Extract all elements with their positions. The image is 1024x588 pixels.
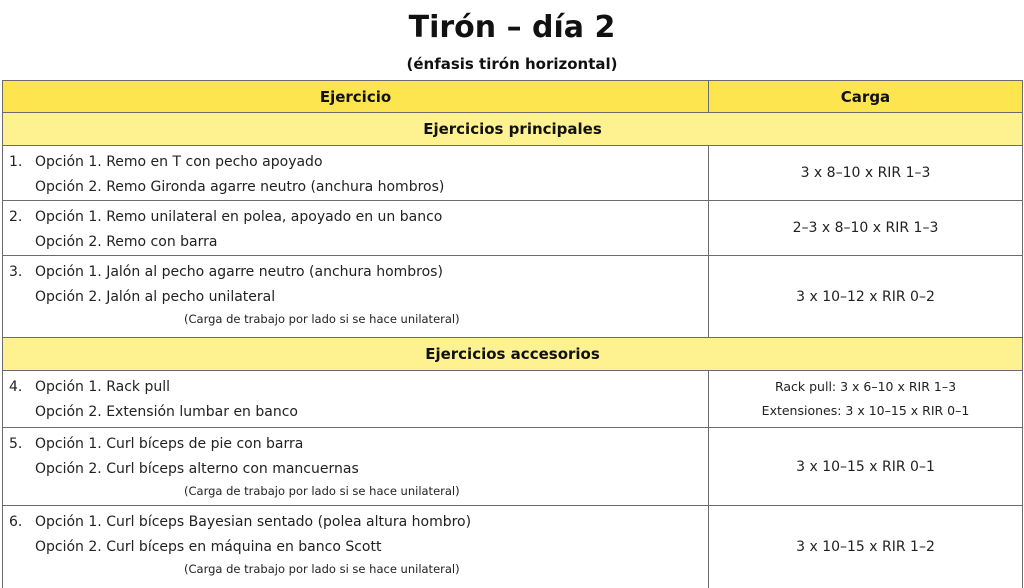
load-value: Rack pull: 3 x 6–10 x RIR 1–3 (774, 379, 957, 394)
exercise-number: 1. (9, 154, 23, 170)
load-value: 3 x 8–10 x RIR 1–3 (800, 165, 931, 181)
load-value: 3 x 10–15 x RIR 1–2 (796, 539, 935, 555)
exercise-cell (3, 506, 709, 588)
exercise-option-1: Opción 1. Curl bíceps Bayesian sentado (polea altura hombro) (35, 514, 472, 530)
exercise-number: 2. (9, 209, 23, 225)
exercise-cell (3, 428, 709, 506)
page-title: Tirón – día 2 (408, 10, 616, 45)
section-label: Ejercicios accesorios (3, 338, 1023, 371)
exercise-number: 3. (9, 264, 23, 280)
load-cell (709, 371, 1023, 428)
exercise-option-2: Opción 2. Remo con barra (35, 234, 218, 250)
exercise-number: 5. (9, 436, 23, 452)
table-row (3, 371, 1023, 428)
section-row-principales (3, 113, 1023, 146)
exercise-option-1: Opción 1. Jalón al pecho agarre neutro (anchura hombros) (35, 264, 443, 280)
exercise-note: (Carga de trabajo por lado si se hace unilateral) (184, 484, 460, 498)
page-subtitle: (énfasis tirón horizontal) (406, 55, 618, 73)
workout-table (2, 80, 1023, 588)
exercise-cell (3, 256, 709, 338)
exercise-option-1: Opción 1. Curl bíceps de pie con barra (35, 436, 304, 452)
table-header-row (3, 81, 1023, 113)
load-cell (709, 256, 1023, 338)
section-label: Ejercicios principales (3, 113, 1023, 146)
exercise-option-2: Opción 2. Curl bíceps en máquina en banco Scott (35, 539, 382, 555)
exercise-note: (Carga de trabajo por lado si se hace unilateral) (184, 312, 460, 326)
exercise-option-2: Opción 2. Remo Gironda agarre neutro (anchura hombros) (35, 179, 445, 195)
exercise-number: 4. (9, 379, 23, 395)
exercise-option-2: Opción 2. Extensión lumbar en banco (35, 404, 298, 420)
load-cell (709, 506, 1023, 588)
column-header-carga: Carga (709, 81, 1023, 113)
table-row (3, 201, 1023, 256)
exercise-cell (3, 371, 709, 428)
exercise-cell (3, 201, 709, 256)
exercise-option-2: Opción 2. Curl bíceps alterno con mancuernas (35, 461, 359, 477)
table-row (3, 256, 1023, 338)
load-cell (709, 146, 1023, 201)
exercise-number: 6. (9, 514, 23, 530)
load-cell (709, 201, 1023, 256)
section-row-accesorios (3, 338, 1023, 371)
load-value: Extensiones: 3 x 10–15 x RIR 0–1 (761, 403, 970, 418)
table-row (3, 428, 1023, 506)
load-cell (709, 428, 1023, 506)
exercise-note: (Carga de trabajo por lado si se hace unilateral) (184, 562, 460, 576)
table-row (3, 146, 1023, 201)
load-value: 3 x 10–12 x RIR 0–2 (796, 288, 935, 305)
column-header-ejercicio: Ejercicio (3, 81, 709, 113)
load-value: 3 x 10–15 x RIR 0–1 (796, 458, 935, 475)
load-value: 2–3 x 8–10 x RIR 1–3 (792, 220, 939, 236)
exercise-option-2: Opción 2. Jalón al pecho unilateral (35, 289, 276, 305)
exercise-option-1: Opción 1. Rack pull (35, 379, 170, 395)
table-row (3, 506, 1023, 588)
exercise-cell (3, 146, 709, 201)
exercise-option-1: Opción 1. Remo unilateral en polea, apoyado en un banco (35, 209, 443, 225)
exercise-option-1: Opción 1. Remo en T con pecho apoyado (35, 154, 323, 170)
